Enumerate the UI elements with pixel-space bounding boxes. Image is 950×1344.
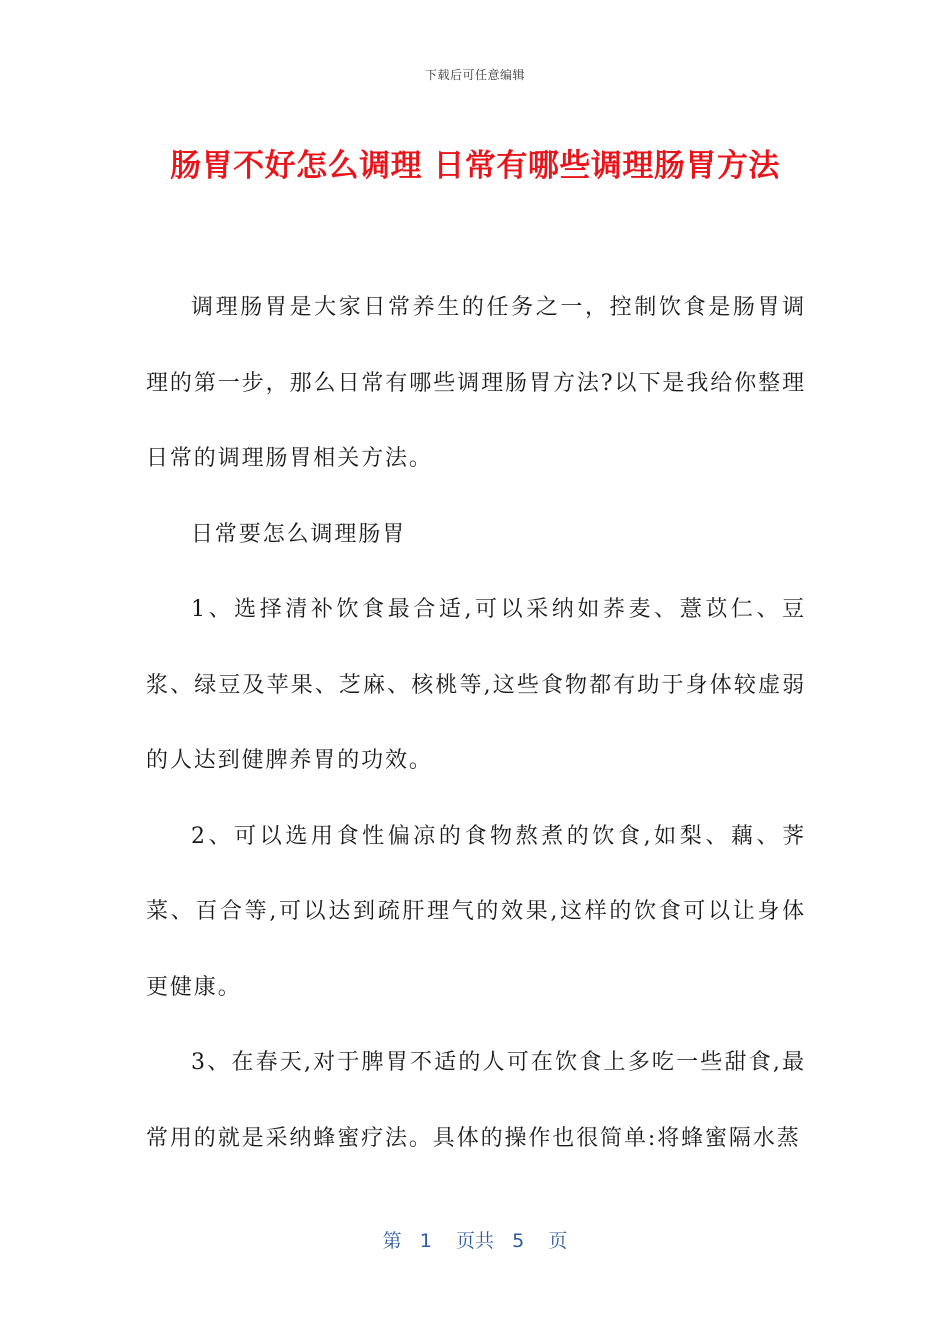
document-body	[146, 270, 806, 1176]
footer-prefix: 第	[382, 1230, 402, 1252]
intro-paragraph: 调理肠胃是大家日常养生的任务之一，控制饮食是肠胃调理的第一步，那么日常有哪些调理肠胃方法?以下是我给你整理日常的调理肠胃相关方法。	[146, 295, 806, 471]
footer-suffix: 页	[548, 1230, 568, 1252]
current-page-number: 1	[419, 1230, 432, 1252]
total-pages-number: 5	[512, 1230, 525, 1252]
header-note: 下载后可任意编辑	[424, 68, 525, 82]
list-item-2: 2、可以选用食性偏凉的食物熬煮的饮食,如梨、藕、荠菜、百合等,可以达到疏肝理气的效果,这样的饮食可以让身体更健康。	[146, 823, 806, 1000]
section-heading: 日常要怎么调理肠胃	[191, 521, 407, 547]
page-footer	[0, 1226, 950, 1253]
list-item-1: 1、选择清补饮食最合适,可以采纳如荞麦、薏苡仁、豆浆、绿豆及苹果、芝麻、核桃等,这些食物都有助于身体较虚弱的人达到健脾养胃的功效。	[146, 597, 806, 773]
list-item-3: 3、在春天,对于脾胃不适的人可在饮食上多吃一些甜食,最常用的就是采纳蜂蜜疗法。具体的操作也很简单:将蜂蜜隔水蒸	[146, 1050, 806, 1151]
document-title: 肠胃不好怎么调理 日常有哪些调理肠胃方法	[170, 148, 780, 184]
footer-middle: 页共	[455, 1230, 494, 1252]
